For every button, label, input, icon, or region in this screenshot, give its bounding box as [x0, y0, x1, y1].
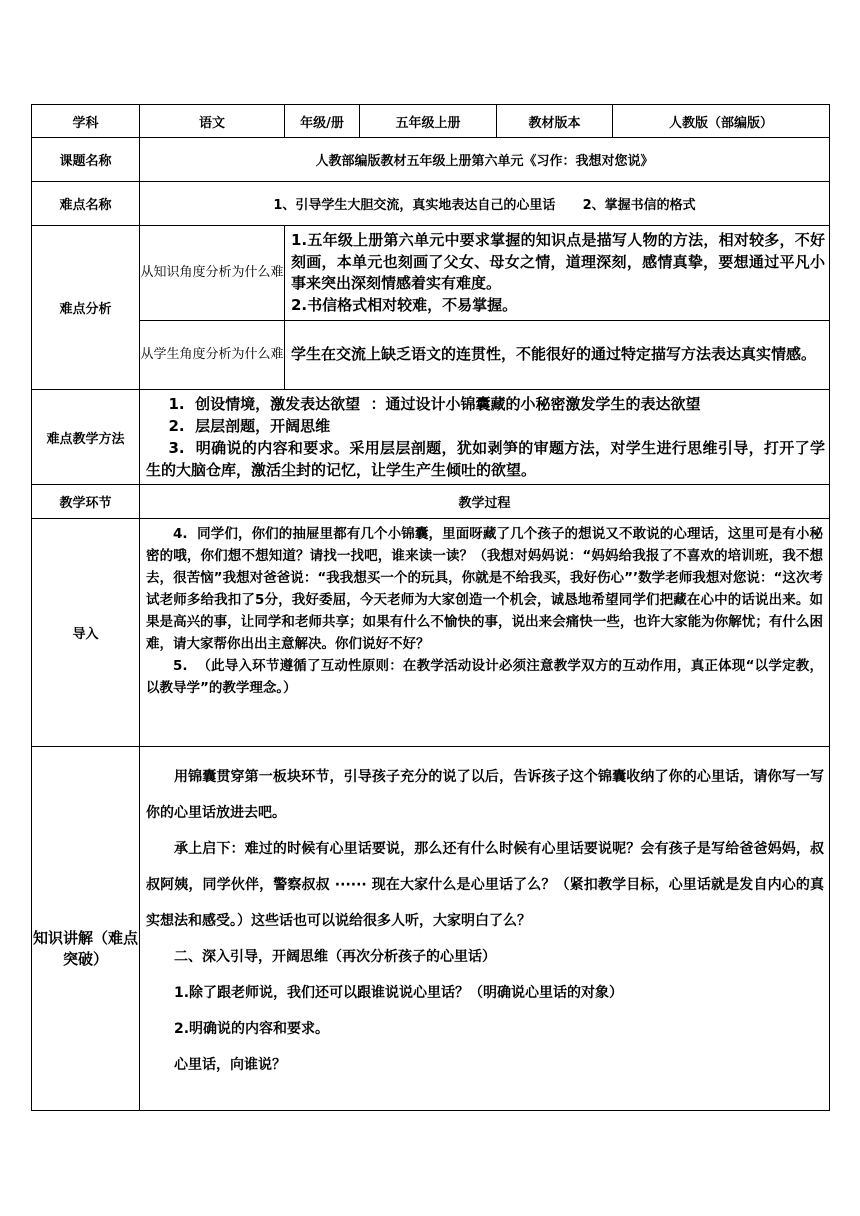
knowledge-point-1: 1.五年级上册第六单元中要求掌握的知识点是描写人物的方法，相对较多，不好刻画，本单元也刻画了父女、母女之情，道理深刻，感情真挚，要想通过平凡小事来突出深刻情感着实有难度。 — [291, 231, 825, 292]
knowledge-row — [32, 747, 830, 1111]
header-row — [32, 105, 830, 138]
lesson-plan-table — [31, 104, 830, 1111]
difficulty-label: 难点名称 — [32, 182, 140, 226]
analysis-row-student — [32, 321, 830, 390]
subject-value: 语文 — [140, 105, 285, 138]
student-angle-label: 从学生角度分析为什么难 — [140, 321, 285, 390]
process-stage-label: 教学环节 — [32, 485, 140, 519]
subject-label: 学科 — [32, 105, 140, 138]
knowledge-point-2: 2.书信格式相对较难，不易掌握。 — [291, 295, 518, 314]
analysis-label: 难点分析 — [32, 226, 140, 390]
knowledge-paragraph-1: 用锦囊贯穿第一板块环节，引导孩子充分的说了以后，告诉孩子这个锦囊收纳了你的心里话，请你写一写你的心里话放进去吧。 — [146, 769, 824, 821]
knowledge-paragraph-3: 二、深入引导，开阔思维（再次分析孩子的心里话） — [174, 949, 496, 965]
process-header-row — [32, 485, 830, 519]
knowledge-text — [140, 747, 830, 1111]
knowledge-angle-label: 从知识角度分析为什么难 — [140, 226, 285, 321]
student-angle-text: 学生在交流上缺乏语文的连贯性，不能很好的通过特定描写方法表达真实情感。 — [285, 321, 830, 390]
intro-label: 导入 — [32, 519, 140, 747]
method-label: 难点教学方法 — [32, 390, 140, 485]
knowledge-paragraph-5: 2.明确说的内容和要求。 — [174, 1021, 330, 1037]
intro-text — [140, 519, 830, 747]
lesson-plan-page — [31, 104, 829, 1111]
intro-row — [32, 519, 830, 747]
difficulty-row — [32, 182, 830, 226]
knowledge-label: 知识讲解（难点突破） — [32, 747, 140, 1111]
intro-paragraph-2: 5. （此导入环节遵循了互动性原则：在教学活动设计必须注意教学双方的互动作用，真正体现“以学定教，以教导学”的教学理念。） — [146, 658, 823, 696]
method-item-1: 1. 创设情境，激发表达欲望 ：通过设计小锦囊藏的小秘密激发学生的表达欲望 — [168, 395, 701, 413]
grade-label: 年级/册 — [285, 105, 360, 138]
knowledge-paragraph-2: 承上启下：难过的时候有心里话要说，那么还有什么时候有心里话要说呢？会有孩子是写给爸爸妈妈，叔叔阿姨，同学伙伴，警察叔叔 ······ 现在大家什么是心里话了么？（紧扣教学目标，心里话就是发自内心的真实想法和感受。）这些话也可以说给很多人听，大家明白了么？ — [146, 841, 824, 929]
intro-paragraph-1: 4. 同学们，你们的抽屉里都有几个小锦囊，里面呀藏了几个孩子的想说又不敢说的心理话，这里可是有小秘密的哦，你们想不想知道？请找一找吧，谁来读一读？（我想对妈妈说：“妈妈给我报了不喜欢的培训班，我不想去，很苦恼”我想对爸爸说：“我我想买一个的玩具，你就是不给我买，我好伤心”’数学老师我想对您说：“这次考试老师多给我扣了5分，我好委屈，今天老师为大家创造一个机会，诚恳地希望同学们把藏在心中的话说出来。如果是高兴的事，让同学和老师共享；如果有什么不愉快的事，说出来会痛快一些，也许大家能为你解忧；有什么困难，请大家帮你出出主意解决。你们说好不好？ — [146, 526, 823, 652]
analysis-row-knowledge — [32, 226, 830, 321]
knowledge-paragraph-6: 心里话，向谁说？ — [174, 1057, 286, 1073]
edition-value: 人教版（部编版） — [613, 105, 830, 138]
edition-label: 教材版本 — [497, 105, 613, 138]
knowledge-angle-text — [285, 226, 830, 321]
topic-label: 课题名称 — [32, 138, 140, 182]
method-item-3: 3. 明确说的内容和要求。采用层层剖题，犹如剥笋的审题方法，对学生进行思维引导，打开了学生的大脑仓库，激活尘封的记忆，让学生产生倾吐的欲望。 — [146, 439, 825, 479]
method-row — [32, 390, 830, 485]
method-text — [140, 390, 830, 485]
method-item-2: 2. 层层剖题，开阔思维 — [168, 417, 331, 435]
knowledge-paragraph-4: 1.除了跟老师说，我们还可以跟谁说说心里话？（明确说心里话的对象） — [174, 985, 624, 1001]
topic-value: 人教部编版教材五年级上册第六单元《习作：我想对您说》 — [140, 138, 830, 182]
grade-value: 五年级上册 — [360, 105, 497, 138]
difficulty-value: 1、引导学生大胆交流，真实地表达自己的心里话 2、掌握书信的格式 — [140, 182, 830, 226]
process-title: 教学过程 — [140, 485, 830, 519]
topic-row — [32, 138, 830, 182]
